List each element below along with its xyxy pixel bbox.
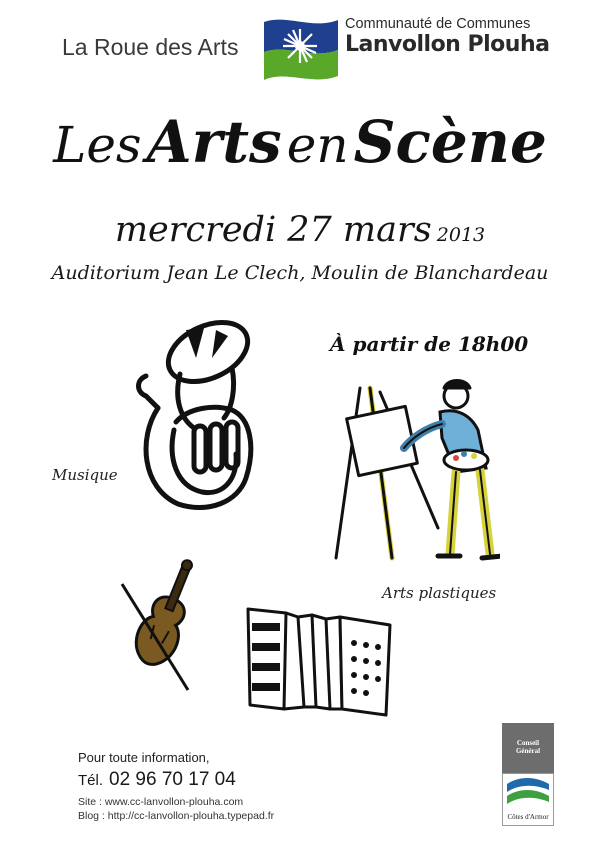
accordion-icon: [244, 603, 394, 719]
event-start-time: À partir de 18h00: [330, 332, 529, 356]
contact-blog: Blog : http://cc-lanvollon-plouha.typepad.fr: [78, 810, 275, 822]
department-name: Côtes d'Armor: [507, 813, 549, 821]
event-date-year: 2013: [436, 224, 486, 246]
community-label: Communauté de Communes: [345, 16, 531, 32]
painter-at-easel-icon: [330, 368, 500, 568]
visual-arts-label: Arts plastiques: [382, 584, 497, 602]
contact-phone: [78, 769, 236, 791]
title-word-les: Les: [53, 116, 142, 174]
event-venue: Auditorium Jean Le Clech, Moulin de Blanchardeau: [51, 262, 549, 284]
organization-name: La Roue des Arts: [62, 34, 239, 60]
sponsor-line2: Général: [515, 747, 541, 755]
phone-label: Tél.: [78, 772, 104, 789]
department-emblem: [502, 773, 554, 826]
title-word-scene: Scène: [353, 108, 547, 176]
community-name: Lanvollon Plouha: [345, 32, 550, 57]
title-word-en: en: [286, 116, 349, 174]
wave-emblem-icon: [503, 774, 553, 810]
poster-title: [0, 108, 600, 176]
title-word-arts: Arts: [146, 108, 282, 176]
phone-number: 02 96 70 17 04: [109, 769, 236, 790]
community-logo-icon: [262, 16, 340, 82]
contact-website: Site : www.cc-lanvollon-plouha.com: [78, 796, 244, 808]
violin-icon: [118, 556, 202, 698]
event-date-main: mercredi 27 mars: [114, 210, 432, 250]
conseil-general-header: [502, 723, 554, 773]
sponsor-line1: Conseil: [516, 739, 540, 747]
contact-heading: Pour toute information,: [78, 750, 210, 765]
event-date: [0, 210, 600, 250]
music-label: Musique: [52, 466, 118, 484]
conseil-general-logo: [502, 723, 554, 826]
tuba-icon: [128, 318, 268, 516]
